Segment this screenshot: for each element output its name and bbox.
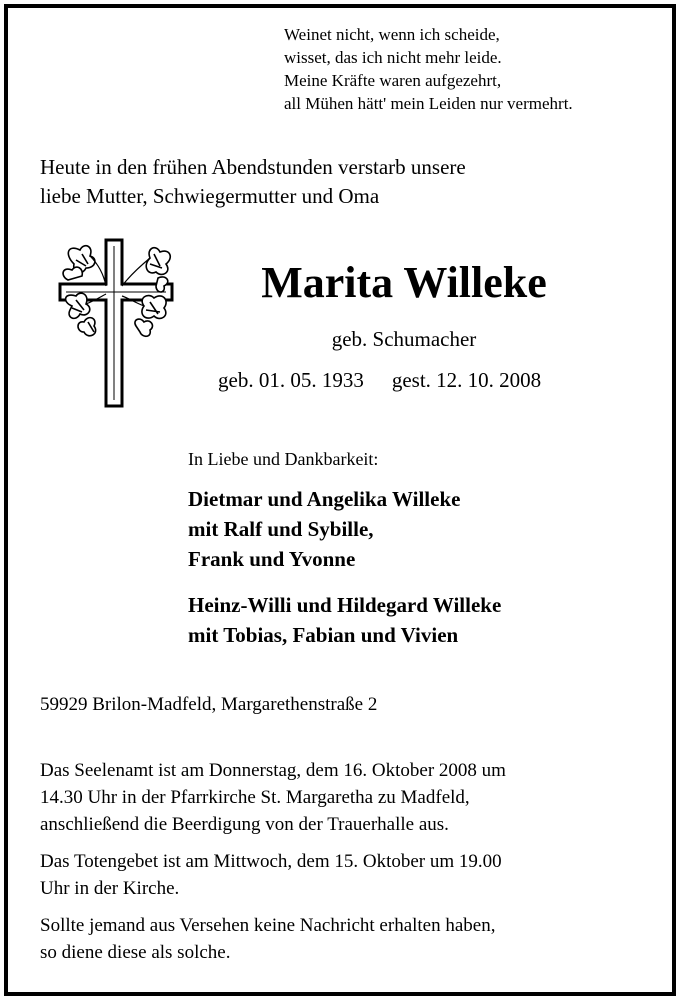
intro-line: liebe Mutter, Schwiegermutter und Oma — [40, 184, 380, 208]
address: 59929 Brilon-Madfeld, Margarethenstraße 2 — [40, 694, 378, 715]
prayer-paragraph — [40, 848, 502, 902]
family-group-2 — [188, 590, 501, 650]
family-line: Dietmar und Angelika Willeke — [188, 487, 461, 511]
intro-line: Heute in den frühen Abendstunden verstarb unsere — [40, 155, 466, 179]
service-line: anschließend die Beerdigung von der Trauerhalle aus. — [40, 814, 449, 835]
notice-line: Sollte jemand aus Versehen keine Nachricht erhalten haben, — [40, 915, 496, 936]
intro-text — [40, 153, 466, 211]
notice-line: so diene diese als solche. — [40, 942, 231, 963]
family-group-1 — [188, 484, 460, 574]
family-line: mit Ralf und Sybille, — [188, 517, 374, 541]
birth-date: geb. 01. 05. 1933 — [218, 368, 364, 392]
life-dates — [218, 366, 541, 394]
prayer-line: Das Totengebet ist am Mittwoch, dem 15. Oktober um 19.00 — [40, 851, 502, 872]
notice-paragraph — [40, 912, 495, 966]
service-line: Das Seelenamt ist am Donnerstag, dem 16. Oktober 2008 um — [40, 760, 506, 781]
maiden-name: geb. Schumacher — [331, 327, 477, 351]
service-paragraph — [40, 757, 506, 838]
poem — [284, 23, 573, 115]
family-line: Frank und Yvonne — [188, 547, 356, 571]
poem-line: wisset, das ich nicht mehr leide. — [284, 48, 502, 67]
service-line: 14.30 Uhr in der Pfarrkirche St. Margaretha zu Madfeld, — [40, 787, 470, 808]
poem-line: all Mühen hätt' mein Leiden nur vermehrt. — [284, 94, 573, 113]
prayer-line: Uhr in der Kirche. — [40, 878, 180, 899]
death-date: gest. 12. 10. 2008 — [391, 368, 542, 392]
thanks-line: In Liebe und Dankbarkeit: — [188, 449, 379, 469]
poem-line: Weinet nicht, wenn ich scheide, — [284, 25, 500, 44]
deceased-name: Marita Willeke — [261, 258, 547, 307]
family-line: Heinz-Willi und Hildegard Willeke — [188, 593, 502, 617]
family-line: mit Tobias, Fabian und Vivien — [188, 623, 459, 647]
poem-line: Meine Kräfte waren aufgezehrt, — [284, 71, 502, 90]
